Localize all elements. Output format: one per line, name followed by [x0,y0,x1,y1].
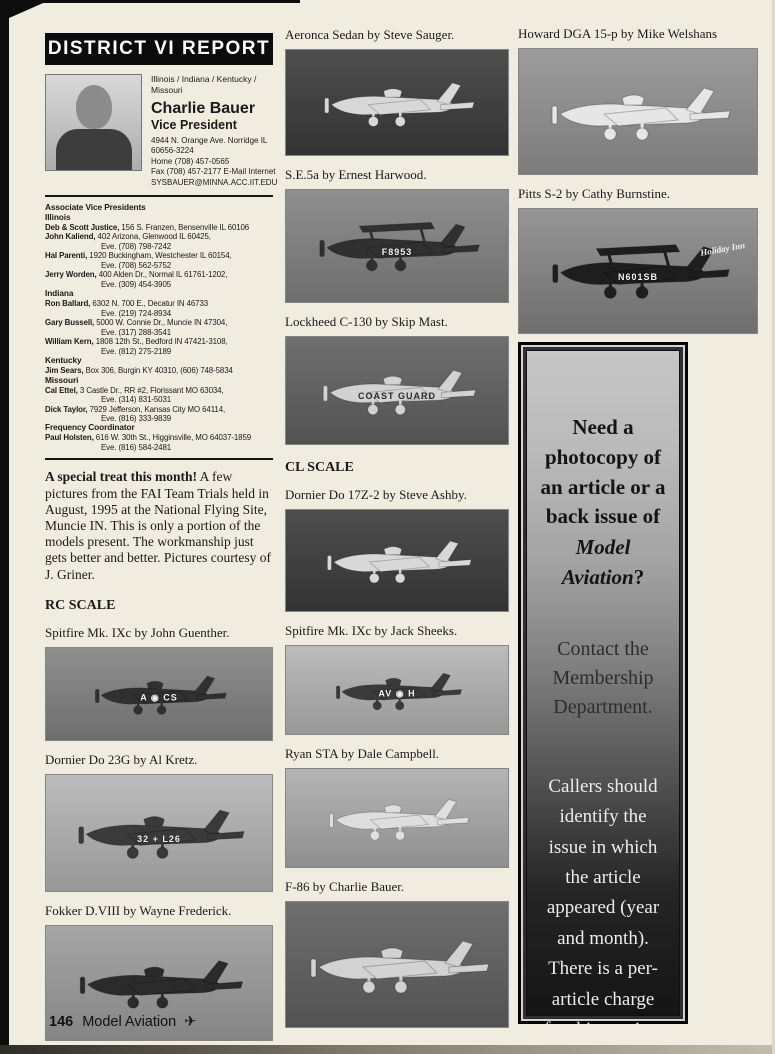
charlie-bauer-portrait-photo [45,74,142,171]
figure-caption: Dornier Do 17Z-2 by Steve Ashby. [285,487,467,502]
cl-scale-heading: CL SCALE [285,460,354,475]
middle-column [285,27,509,1028]
figure-caption: Aeronca Sedan by Steve Sauger. [285,27,455,42]
avp-frequency-coordinator-heading: Frequency Coordinator [45,422,135,433]
scan-edge-bottom [0,1045,775,1054]
vp-phone-fax: Fax (708) 457-2177 E-Mail Internet [151,167,276,177]
advert-headline: Need a photocopy of an article or a back issue of [540,415,666,529]
associate-vice-presidents-list [45,201,273,454]
divider-rule-bottom [45,458,273,460]
vice-president-infobox [45,74,278,188]
fuselage-marking: N601SB [617,272,659,283]
avp-entry: Ron Ballard, 6302 N. 700 E., Decatur IN 46733 [45,299,209,309]
district-regions: Illinois / Indiana / Kentucky / Missouri [151,74,257,95]
airplane-silhouette [297,61,497,145]
biplane-silhouette [531,221,745,320]
vp-name: Charlie Bauer [151,100,256,118]
advert-note-text: Callers should identify the issue in which the article appeared (year and month). There is a per-article charge for this service. [544,775,662,1040]
right-column [518,26,758,1040]
avp-evening-phone: Eve. (708) 562-5752 [101,260,172,270]
figure-caption: Fokker D.VIII by Wayne Frederick. [45,902,232,918]
vp-address-line2: 60656-3224 [151,146,194,156]
photo-lockheed-c130 [285,336,509,445]
avp-evening-phone: Eve. (816) 584-2481 [101,442,172,452]
avp-state-illinois: Illinois [45,211,71,222]
vp-phone-home: Home (708) 457-0565 [151,156,230,166]
airplane-silhouette [297,915,497,1015]
figure-caption: F-86 by Charlie Bauer. [285,879,405,894]
photo-se5a [285,189,509,303]
vp-email: SYSBAUER@MINNA.ACC.IIT.EDU [151,177,278,187]
avp-evening-phone: Eve. (708) 798-7242 [101,241,172,251]
figure-caption: Dornier Do 23G by Al Kretz. [45,751,198,767]
left-column [45,33,278,1041]
magazine-name: Model Aviation [82,1014,177,1030]
avp-entry: Deb & Scott Justice, 156 S. Franzen, Bensenville IL 60106 [45,222,250,232]
airplane-icon: ✈ [184,1014,197,1030]
tail-marking: Holiday Inn [699,239,746,258]
photo-dornier-do23g [45,774,273,892]
photocopy-service-advert [518,342,688,1040]
avp-entry: Paul Holsten, 616 W. 30th St., Higginsville, MO 64037-1859 [45,433,252,443]
portrait-head-shape [76,85,112,129]
photo-ryan-sta [285,768,509,868]
figure-caption: Howard DGA 15-p by Mike Welshans [518,26,718,41]
avp-evening-phone: Eve. (309) 454-3905 [101,279,172,289]
airplane-silhouette [297,520,497,601]
advert-question-mark: ? [633,565,645,590]
scan-edge-left [0,0,9,1054]
avp-entry: Jim Sears, Box 306, Burgin KY 40310, (606) 748-5834 [45,366,233,376]
fuselage-marking: F8953 [381,246,413,257]
avp-state-missouri: Missouri [45,374,79,385]
avp-evening-phone: Eve. (812) 275-2189 [101,346,172,356]
avp-state-kentucky: Kentucky [45,355,82,366]
intro-lead: A special treat this month! [45,469,197,485]
advert-magazine-title: Model Aviation? [561,535,645,590]
advert-panel [527,351,679,1040]
figure-caption: Pitts S-2 by Cathy Burnstine. [518,186,671,201]
photo-f86 [285,901,509,1028]
photo-aeronca-sedan [285,49,509,156]
figure-caption: Lockheed C-130 by Skip Mast. [285,314,448,329]
avp-evening-phone: Eve. (816) 333-9839 [101,414,172,423]
advert-contact-text: Contact the Membership Department. [552,637,654,718]
intro-paragraph [45,469,273,582]
avp-entry: John Kaliend, 402 Arizona, Glenwood IL 60425, [45,232,211,242]
photo-howard-dga [518,48,758,175]
figure-caption: Spitfire Mk. IXc by John Guenther. [45,624,230,640]
vp-title: Vice President [151,118,237,133]
fuselage-marking: 32 + L26 [137,833,181,844]
avp-entry: William Kern, 1808 12th St., Bedford IN 47421-3108, [45,337,228,347]
avp-evening-phone: Eve. (314) 831-5031 [101,395,172,405]
figure-caption: Spitfire Mk. IXc by Jack Sheeks. [285,623,458,638]
airplane-silhouette [531,62,745,162]
avp-entry: Jerry Worden, 400 Alden Dr., Normal IL 61761-1202, [45,270,228,280]
photo-spitfire-sheeks [285,645,509,735]
intro-body: A few pictures from the FAI Team Trials held in August, 1995 at the National Flying Site, Muncie IN. This is only a portion of the models present. The workmanship just gets better and better. Pictures courtesy of J. Griner. [45,469,272,582]
scan-edge-top [0,0,300,3]
vice-president-details [151,74,277,188]
avp-heading: Associate Vice Presidents [45,202,146,212]
portrait-torso-shape [56,129,132,171]
fuselage-marking: COAST GUARD [358,390,436,401]
avp-state-indiana: Indiana [45,288,74,299]
avp-evening-phone: Eve. (317) 288-3541 [101,327,172,337]
avp-entry: Cal Ettel, 3 Castle Dr., RR #2, Florissant MO 63034, [45,385,224,395]
avp-entry: Gary Bussell, 5000 W. Connie Dr., Muncie IN 47304, [45,318,228,328]
page-number: 146 [49,1014,74,1030]
rc-scale-heading: RC SCALE [45,597,116,613]
vp-address-line1: 4944 N. Orange Ave. Norridge IL [151,136,268,146]
fuselage-marking: A ◉ CS [140,692,178,703]
page-footer [49,1014,196,1030]
photo-spitfire-guenther [45,647,273,741]
divider-rule-top [45,195,273,197]
fuselage-marking: AV ◉ H [378,688,416,699]
avp-entry: Dick Taylor, 7929 Jefferson, Kansas City MO 64114, [45,404,226,414]
photo-pitts-s2 [518,208,758,334]
avp-entry: Hal Parenti, 1920 Buckingham, Westchester IL 60154, [45,251,232,261]
figure-caption: Ryan STA by Dale Campbell. [285,746,440,761]
photo-dornier-do17z2 [285,509,509,612]
scan-edge-corner [0,0,50,22]
figure-caption: S.E.5a by Ernest Harwood. [285,167,427,182]
airplane-silhouette [297,779,497,857]
district-report-header: DISTRICT VI REPORT [45,33,273,65]
avp-evening-phone: Eve. (219) 724-8934 [101,308,172,318]
